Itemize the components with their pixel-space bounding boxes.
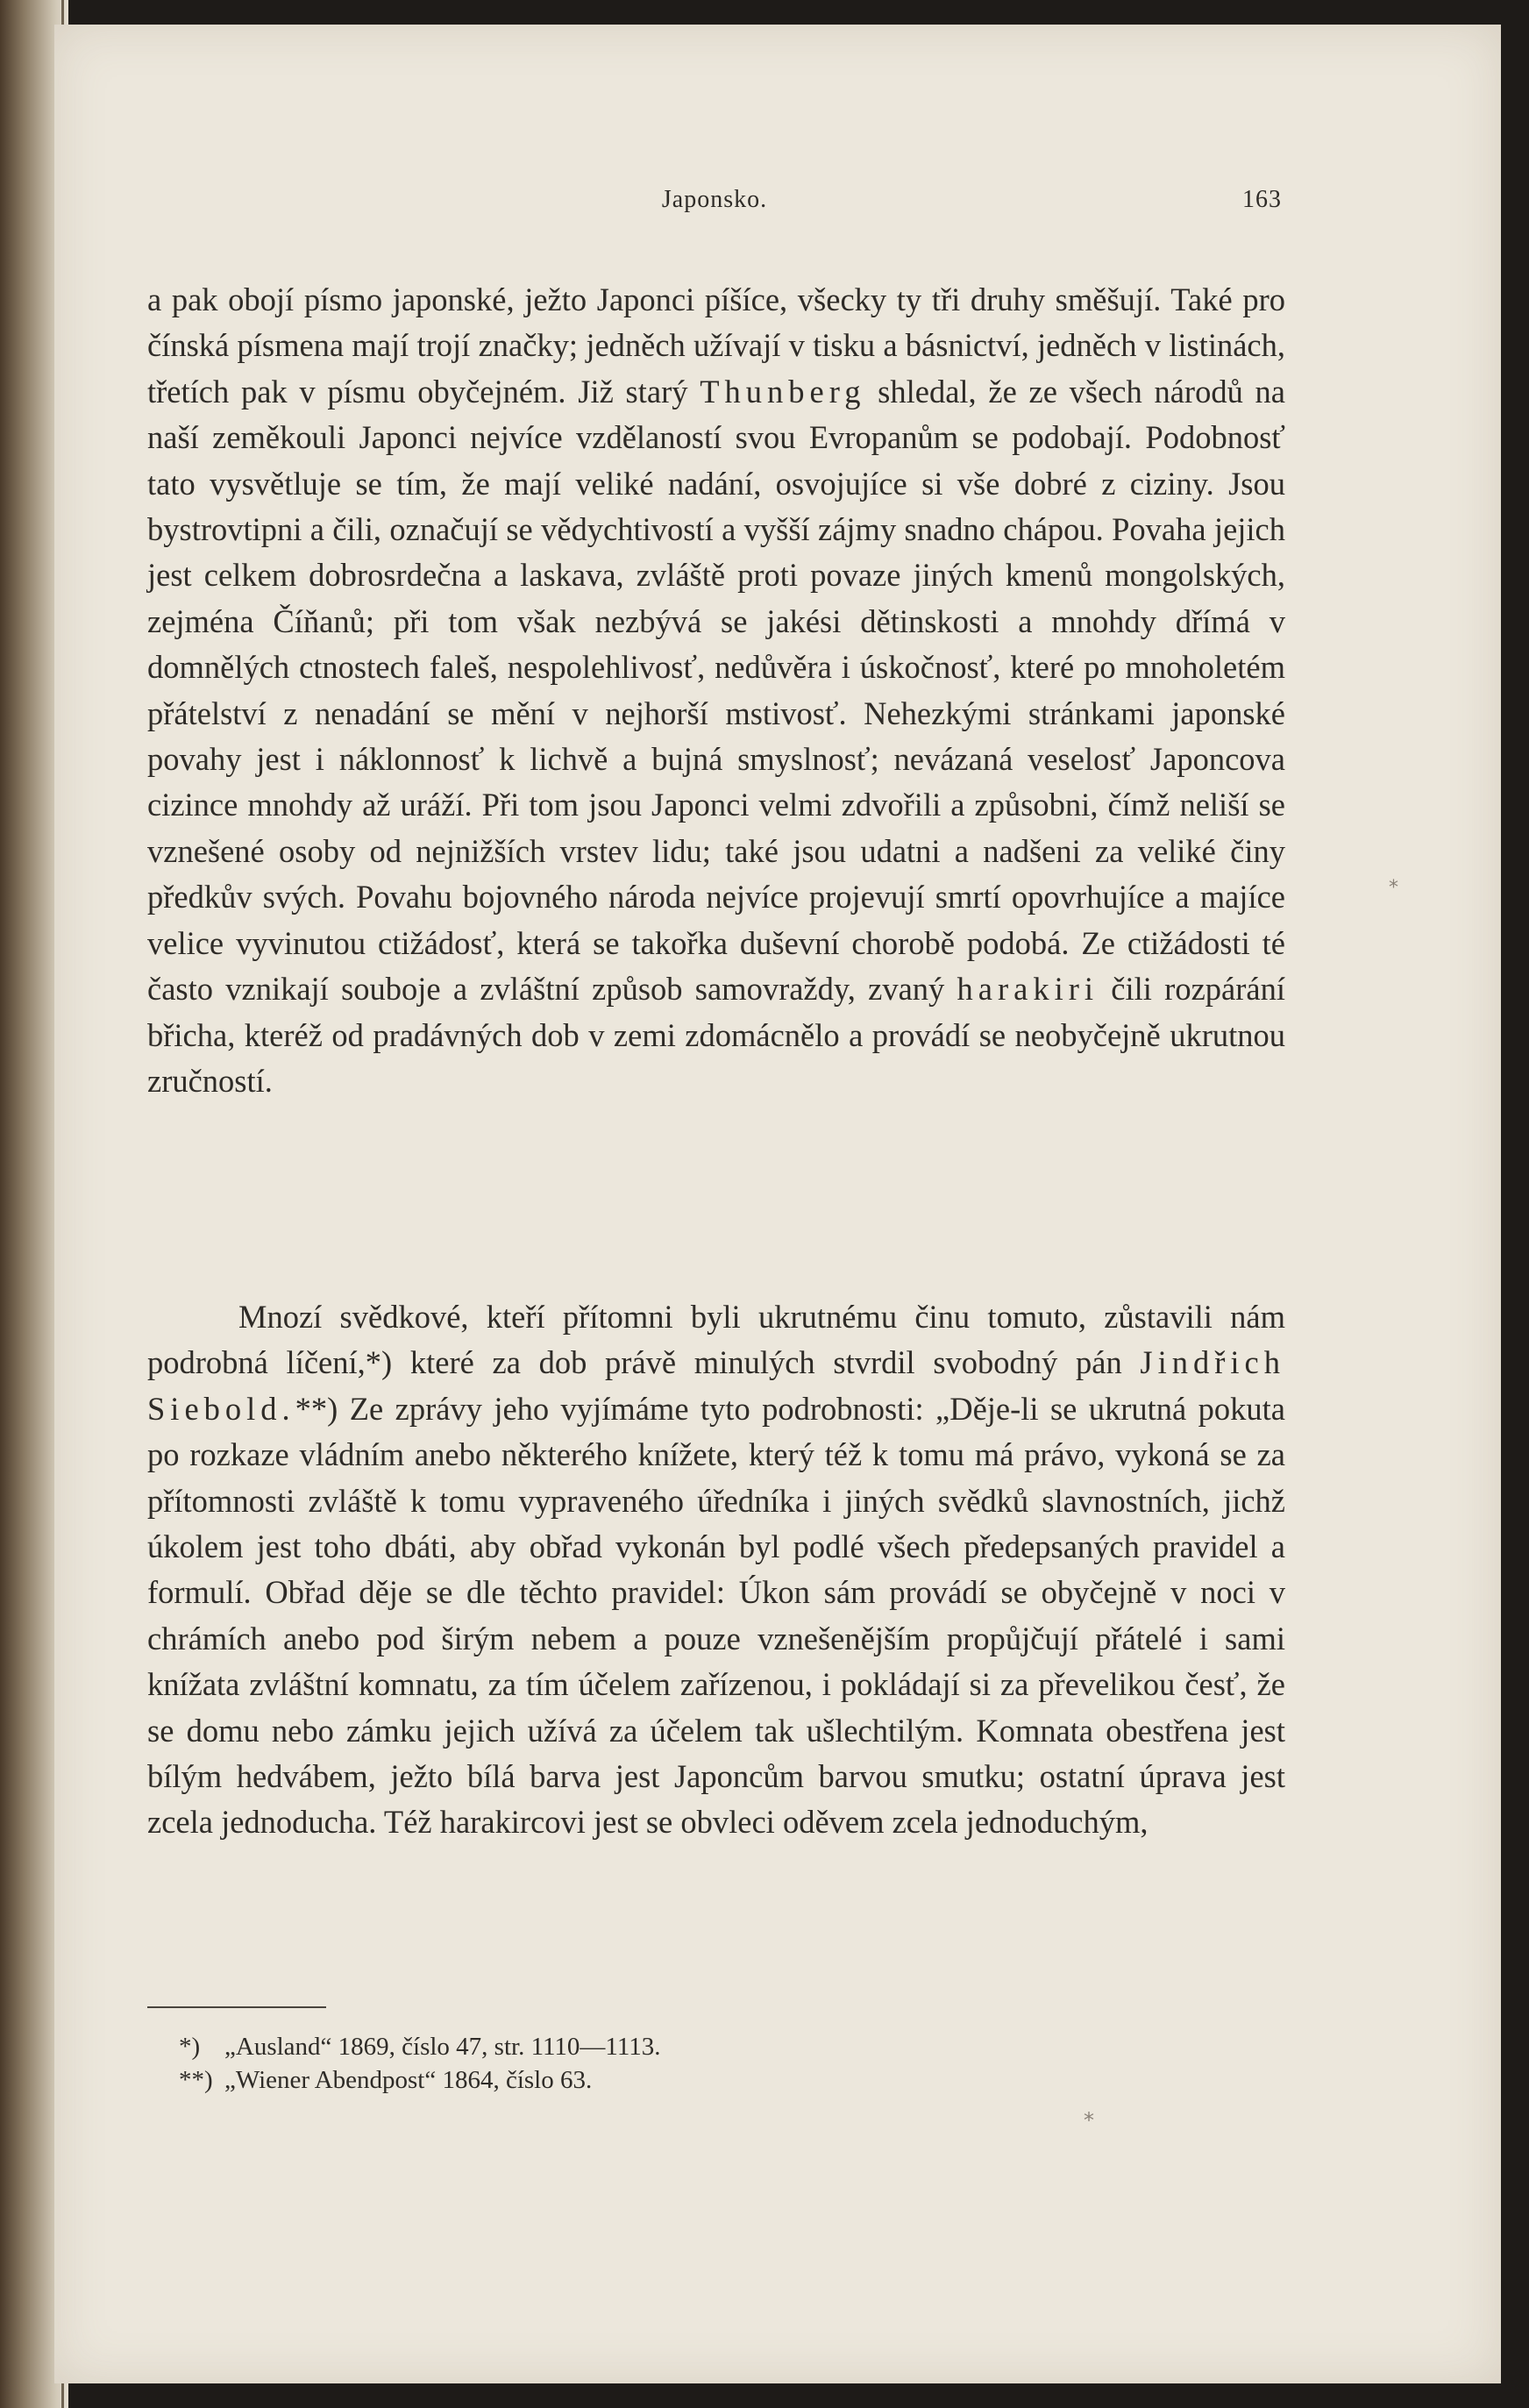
footnote-2-mark: **) [179, 2066, 213, 2094]
running-head [147, 186, 1282, 221]
name-siebold: Jindřich Siebold. [147, 1344, 1285, 1427]
paragraph-1-text-a: a pak obojí písmo japonské, ježto Japonci píšíce, všecky ty tři druhy směšují. Také pro čínská písmena mají trojí značky; jedněch užívají v tisku a básnictví, jedněch v listinách, třetích pak v písmu obyčejném. Již starý [147, 281, 1285, 410]
margin-speck-bottom: * [1084, 2108, 1094, 2133]
footnote-1-mark: *) [179, 2033, 201, 2061]
footnote-divider [147, 2006, 326, 2008]
running-head-title: Japonsko. [661, 186, 768, 213]
paragraph-1-text-b: shledal, že ze všech národů na naší zeměkouli Japonci nejvíce vzdělaností svou Evropanům se podobají. Podobnosť tato vysvětluje se tím, že mají veliké nadání, osvojujíce si vše dobré z ciziny. Jsou bystrovtipni a čili, označují se vědychtivostí a vyšší zájmy snadno chápou. Povaha jejich jest celkem dobrosrdečna a laskava, zvláště proti povaze jiných kmenů mongolských, zejména Číňanů; při tom však nezbývá se jakési dětinskosti a mnohdy dřímá v domnělých ctnostech faleš, nespolehlivosť, nedůvěra i úskočnosť, které po mnoholetém přátelství z nenadání se mění v nejhorší mstivosť. Nehezkými stránkami japonské povahy jest i náklonnosť k lichvě a bujná smyslnosť; nevázaná veselosť Japoncova cizince mnohdy až uráží. Při tom jsou Japonci velmi zdvořili a způsobni, čímž neliší se vznešené osoby od nejnižších vrstev lidu; také jsou udatni a nadšeni za veliké činy předkův svých. Povahu bojovného národa nejvíce projevují smrtí opovrhujíce a majíce velice vyvinutou ctižádosť, která se takořka duševní chorobě podobá. Ze ctižádosti té často vznikají souboje a zvláštní způsob samovraždy, zvaný [147, 373, 1285, 1008]
paragraph-2-text-b: **) Ze zprávy jeho vyjímáme tyto podrobnosti: „Děje-li se ukrutná pokuta po rozkaze vládním anebo některého knížete, který též k tomu má právo, vykoná se za přítomnosti zvláště k tomu vypraveného úředníka i jiných svědků slavnostních, jichž úkolem jest toho dbáti, aby obřad vykonán byl podlé všech předepsaných pravidel a formulí. Obřad děje se dle těchto pravidel: Úkon sám provádí se obyčejně v noci v chrámích anebo pod širým nebem a pouze vznešenějším propůjčují přátelé i sami knížata zvláštní komnatu, za tím účelem zařízenou, i pokládají si za převelikou česť, že se domu nebo zámku jejich užívá za účelem tak ušlechtilým. Komnata obestřena jest bílým hedvábem, ježto bílá barva jest Japoncům barvou smutku; ostatní úprava jest zcela jednoducha. Též harakircovi jest se obvleci oděvem zcela jednoduchým, [147, 1390, 1285, 1841]
footnote-1 [179, 2031, 661, 2062]
footnote-2 [179, 2064, 593, 2096]
paragraph-2-text-a: Mnozí svědkové, kteří přítomni byli ukrutnému činu tomuto, zůstavili nám podrobná líčení,*) které za dob právě minulých stvrdil svobodný pán [147, 1299, 1285, 1381]
page-number: 163 [1242, 186, 1282, 213]
paragraph-2 [147, 1294, 1285, 1846]
footnote-2-text: „Wiener Abendpost“ 1864, číslo 63. [224, 2066, 593, 2094]
paragraph-1-text-c: čili rozpárání břicha, kteréž od pradávných dob v zemi zdomácnělo a provádí se neobyčejně ukrutnou zručností. [147, 971, 1285, 1099]
name-thunberg: Thunberg [700, 373, 866, 410]
footnote-1-text: „Ausland“ 1869, číslo 47, str. 1110—1113. [224, 2033, 661, 2061]
margin-speck-right: * [1389, 877, 1398, 899]
term-harakiri: harakiri [957, 971, 1099, 1008]
paragraph-1 [147, 277, 1285, 1104]
